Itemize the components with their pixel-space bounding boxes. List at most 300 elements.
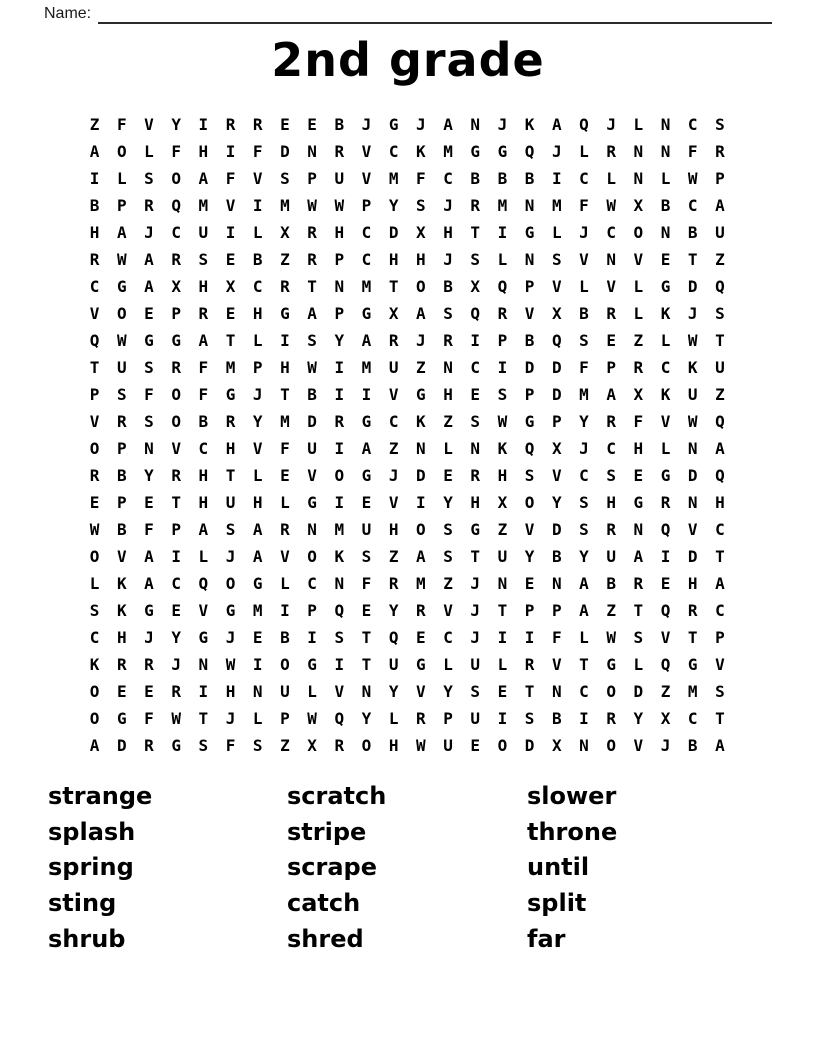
grid-letter: O <box>497 736 508 755</box>
grid-letter: Y <box>633 709 644 728</box>
grid-letter: R <box>470 466 481 485</box>
grid-letter: R <box>660 493 671 512</box>
grid-letter: Q <box>524 439 535 458</box>
grid-letter: K <box>660 385 671 404</box>
grid-letter: I <box>524 628 535 647</box>
grid-letter: P <box>551 601 562 620</box>
grid-letter: U <box>116 358 127 377</box>
grid-letter: B <box>524 331 535 350</box>
grid-letter: F <box>252 142 263 161</box>
grid-letter: P <box>715 628 725 647</box>
grid-letter: F <box>551 628 562 647</box>
word-item: strange <box>48 782 153 810</box>
grid-letter: P <box>116 493 127 512</box>
grid-letter: H <box>116 628 127 647</box>
grid-letter: S <box>579 493 589 512</box>
grid-letter: E <box>416 628 426 647</box>
grid-letter: V <box>551 655 562 674</box>
grid-letter: C <box>388 412 399 431</box>
grid-letter: I <box>334 493 345 512</box>
grid-letter: O <box>606 682 616 701</box>
grid-letter: V <box>660 412 671 431</box>
grid-letter: N <box>334 574 345 593</box>
grid-letter: T <box>687 628 698 647</box>
grid-letter: R <box>334 736 345 755</box>
grid-letter: Z <box>715 385 725 404</box>
grid-letter: X <box>551 304 562 323</box>
grid-letter: D <box>388 223 399 242</box>
grid-letter: T <box>470 547 481 566</box>
grid-letter: N <box>660 142 671 161</box>
grid-letter: F <box>225 736 236 755</box>
grid-letter: M <box>416 574 426 593</box>
grid-letter: F <box>225 169 236 188</box>
grid-letter: L <box>660 169 671 188</box>
grid-letter: E <box>144 493 154 512</box>
grid-letter: F <box>579 196 589 215</box>
grid-letter: V <box>388 385 399 404</box>
grid-letter: O <box>633 223 644 242</box>
grid-letter: T <box>715 547 725 566</box>
grid-letter: Q <box>660 655 671 674</box>
grid-letter: S <box>606 466 616 485</box>
grid-letter: A <box>416 304 426 323</box>
grid-letter: U <box>497 547 508 566</box>
grid-letter: P <box>116 196 127 215</box>
grid-letter: N <box>416 439 426 458</box>
grid-letter: I <box>334 655 345 674</box>
grid-letter: G <box>280 304 290 323</box>
grid-letter: H <box>198 493 209 512</box>
grid-letter: X <box>551 439 562 458</box>
grid-letter: R <box>497 304 508 323</box>
grid-letter: H <box>334 223 345 242</box>
grid-letter: Q <box>171 196 181 215</box>
grid-letter: K <box>116 574 127 593</box>
grid-letter: X <box>633 385 644 404</box>
grid-letter: A <box>307 304 317 323</box>
grid-letter: T <box>280 385 290 404</box>
grid-letter: Z <box>443 574 453 593</box>
grid-letter: I <box>225 142 236 161</box>
grid-letter: H <box>388 520 399 539</box>
grid-letter: I <box>497 223 508 242</box>
grid-letter: S <box>715 304 725 323</box>
grid-letter: A <box>416 547 426 566</box>
grid-letter: S <box>89 601 100 620</box>
grid-letter: S <box>144 358 154 377</box>
grid-letter: N <box>470 439 481 458</box>
grid-letter: R <box>89 466 100 485</box>
word-item: split <box>527 889 587 918</box>
grid-letter: V <box>116 547 127 566</box>
grid-letter: H <box>252 304 263 323</box>
grid-letter: I <box>334 385 345 404</box>
grid-letter: D <box>524 358 535 377</box>
grid-letter: F <box>198 358 209 377</box>
grid-letter: L <box>252 466 263 485</box>
grid-letter: Y <box>171 628 181 647</box>
grid-letter: G <box>497 142 508 161</box>
grid-letter: K <box>416 142 426 161</box>
grid-letter: I <box>497 358 508 377</box>
grid-letter: B <box>687 736 698 755</box>
word-column <box>287 779 386 958</box>
grid-letter: P <box>171 304 181 323</box>
grid-letter: S <box>579 520 589 539</box>
grid-letter: R <box>144 736 154 755</box>
grid-letter: D <box>551 520 562 539</box>
grid-letter: L <box>144 142 154 161</box>
grid-letter: L <box>198 547 209 566</box>
grid-letter: B <box>116 520 127 539</box>
grid-letter: S <box>334 628 345 647</box>
grid-letter: C <box>715 601 725 620</box>
grid-letter: Q <box>334 601 345 620</box>
grid-letter: E <box>660 250 671 269</box>
grid-letter: I <box>579 709 589 728</box>
grid-letter: R <box>443 331 453 350</box>
grid-letter: L <box>633 277 644 296</box>
grid-letter: A <box>579 601 589 620</box>
grid-letter: V <box>361 142 372 161</box>
grid-letter: B <box>443 277 453 296</box>
grid-letter: W <box>606 628 616 647</box>
grid-letter: M <box>198 196 209 215</box>
grid-letter: H <box>198 277 209 296</box>
grid-letter: W <box>307 196 317 215</box>
grid-letter: R <box>116 412 127 431</box>
grid-letter: Q <box>660 601 671 620</box>
grid-letter: G <box>524 412 535 431</box>
grid-letter: O <box>416 277 426 296</box>
grid-letter: K <box>687 358 698 377</box>
grid-letter: L <box>633 115 644 134</box>
grid-letter: P <box>280 709 290 728</box>
grid-letter: G <box>144 331 154 350</box>
grid-letter: W <box>687 169 698 188</box>
grid-letter: A <box>198 520 209 539</box>
grid-letter: E <box>606 331 616 350</box>
name-blank-line <box>98 5 772 24</box>
grid-letter: C <box>89 277 100 296</box>
grid-letter: L <box>633 304 644 323</box>
grid-letter: L <box>443 439 453 458</box>
grid-letter: A <box>606 385 616 404</box>
grid-letter: J <box>470 628 481 647</box>
grid-letter: R <box>280 277 290 296</box>
grid-letter: R <box>606 412 616 431</box>
grid-letter: I <box>280 331 290 350</box>
grid-letter: V <box>280 547 290 566</box>
grid-letter: S <box>497 385 508 404</box>
grid-letter: O <box>416 520 426 539</box>
grid-letter: U <box>470 655 481 674</box>
grid-letter: G <box>660 466 671 485</box>
grid-letter: F <box>171 142 181 161</box>
grid-letter: M <box>361 277 372 296</box>
grid-letter: E <box>171 601 181 620</box>
grid-letter: P <box>252 358 263 377</box>
grid-letter: S <box>361 547 372 566</box>
grid-letter: U <box>361 520 372 539</box>
grid-letter: L <box>660 439 671 458</box>
grid-letter: V <box>715 655 725 674</box>
word-item: throne <box>527 817 618 846</box>
grid-letter: Y <box>252 412 263 431</box>
grid-letter: I <box>497 709 508 728</box>
grid-letter: R <box>252 115 263 134</box>
grid-letter: P <box>307 169 317 188</box>
grid-letter: R <box>144 196 154 215</box>
grid-letter: R <box>715 142 725 161</box>
grid-letter: L <box>633 655 644 674</box>
grid-letter: W <box>334 196 345 215</box>
grid-letter: V <box>579 250 589 269</box>
grid-letter: Y <box>551 493 562 512</box>
grid-letter: V <box>416 682 426 701</box>
grid-letter: X <box>307 736 317 755</box>
grid-letter: A <box>579 574 589 593</box>
grid-letter: A <box>551 115 562 134</box>
grid-letter: V <box>443 601 453 620</box>
grid-letter: M <box>687 682 698 701</box>
grid-letter: L <box>579 628 589 647</box>
grid-letter: C <box>388 142 399 161</box>
grid-letter: W <box>171 709 181 728</box>
grid-letter: V <box>524 520 535 539</box>
grid-letter: R <box>606 142 616 161</box>
grid-letter: N <box>144 439 154 458</box>
grid-letter: T <box>361 628 372 647</box>
grid-letter: Y <box>388 601 399 620</box>
grid-letter: B <box>660 196 671 215</box>
grid-letter: Z <box>660 682 671 701</box>
grid-letter: Z <box>388 439 399 458</box>
grid-letter: K <box>660 304 671 323</box>
grid-letter: R <box>606 520 616 539</box>
grid-letter: I <box>252 655 263 674</box>
grid-letter: T <box>633 601 644 620</box>
grid-letter: V <box>551 466 562 485</box>
grid-letter: N <box>334 277 345 296</box>
grid-letter: S <box>416 196 426 215</box>
grid-letter: C <box>171 574 181 593</box>
grid-letter: J <box>225 547 236 566</box>
grid-letter: E <box>443 466 453 485</box>
grid-letter: Z <box>280 250 290 269</box>
grid-letter: U <box>388 358 399 377</box>
grid-letter: S <box>470 412 481 431</box>
grid-letter: Z <box>715 250 725 269</box>
grid-letter: M <box>579 385 589 404</box>
grid-letter: S <box>443 520 453 539</box>
grid-letter: S <box>307 331 317 350</box>
grid-letter: A <box>252 520 263 539</box>
grid-letter: L <box>388 709 399 728</box>
grid-letter: A <box>116 223 127 242</box>
grid-letter: W <box>687 331 698 350</box>
grid-letter: N <box>551 574 562 593</box>
grid-letter: R <box>225 115 236 134</box>
grid-letter: K <box>416 412 426 431</box>
grid-letter: D <box>687 547 698 566</box>
grid-letter: E <box>470 385 481 404</box>
grid-letter: R <box>171 682 181 701</box>
grid-letter: F <box>579 358 589 377</box>
grid-letter: W <box>497 412 508 431</box>
grid-letter: Q <box>715 412 725 431</box>
grid-letter: R <box>171 250 181 269</box>
grid-letter: D <box>551 358 562 377</box>
grid-letter: R <box>144 655 154 674</box>
grid-letter: G <box>361 466 372 485</box>
grid-letter: E <box>144 682 154 701</box>
grid-letter: P <box>497 331 508 350</box>
grid-letter: V <box>252 439 263 458</box>
grid-letter: S <box>579 331 589 350</box>
grid-letter: S <box>198 250 209 269</box>
grid-letter: S <box>470 250 481 269</box>
word-item: slower <box>527 782 617 810</box>
grid-letter: C <box>687 709 698 728</box>
grid-letter: H <box>280 358 290 377</box>
grid-letter: Z <box>280 736 290 755</box>
grid-letter: P <box>524 385 535 404</box>
grid-letter: V <box>89 304 100 323</box>
grid-letter: S <box>252 736 263 755</box>
grid-letter: J <box>687 304 698 323</box>
grid-letter: C <box>660 358 671 377</box>
grid-letter: H <box>497 466 508 485</box>
grid-letter: H <box>606 493 616 512</box>
grid-letter: F <box>144 385 154 404</box>
grid-letter: A <box>715 439 725 458</box>
grid-letter: M <box>280 196 290 215</box>
grid-letter: L <box>280 574 290 593</box>
grid-letter: U <box>470 709 481 728</box>
grid-letter: V <box>144 115 154 134</box>
grid-letter: H <box>198 142 209 161</box>
grid-letter: N <box>633 169 644 188</box>
grid-letter: X <box>225 277 236 296</box>
grid-letter: V <box>334 682 345 701</box>
grid-letter: Y <box>334 331 345 350</box>
grid-letter: B <box>252 250 263 269</box>
grid-letter: V <box>524 304 535 323</box>
grid-letter: N <box>470 115 481 134</box>
grid-letter: Z <box>388 547 399 566</box>
grid-letter: G <box>171 331 181 350</box>
grid-letter: N <box>252 682 263 701</box>
grid-letter: W <box>225 655 236 674</box>
grid-letter: E <box>361 493 372 512</box>
grid-letter: S <box>144 412 154 431</box>
grid-letter: H <box>443 223 453 242</box>
grid-letter: M <box>252 601 263 620</box>
grid-letter: A <box>443 115 453 134</box>
grid-letter: T <box>198 709 209 728</box>
grid-letter: T <box>687 250 698 269</box>
grid-letter: V <box>551 277 562 296</box>
grid-letter: N <box>551 682 562 701</box>
grid-letter: Z <box>89 115 100 134</box>
grid-letter: U <box>388 655 399 674</box>
grid-letter: M <box>443 142 453 161</box>
grid-letter: U <box>280 682 290 701</box>
grid-letter: I <box>416 493 426 512</box>
grid-letter: C <box>89 628 100 647</box>
grid-letter: L <box>252 709 263 728</box>
grid-letter: V <box>225 196 236 215</box>
grid-letter: C <box>715 520 725 539</box>
name-label: Name: <box>44 5 92 22</box>
grid-letter: O <box>171 412 181 431</box>
grid-letter: H <box>443 385 453 404</box>
grid-letter: T <box>470 223 481 242</box>
grid-letter: I <box>89 169 100 188</box>
grid-letter: G <box>470 520 481 539</box>
grid-letter: B <box>116 466 127 485</box>
grid-letter: E <box>225 250 236 269</box>
grid-letter: C <box>470 358 481 377</box>
grid-letter: R <box>225 412 236 431</box>
grid-letter: X <box>470 277 481 296</box>
grid-letter: P <box>606 358 616 377</box>
grid-letter: G <box>116 709 127 728</box>
grid-letter: V <box>633 250 644 269</box>
grid-letter: O <box>116 142 127 161</box>
grid-letter: M <box>225 358 236 377</box>
grid-letter: E <box>470 736 481 755</box>
grid-letter: Z <box>416 358 426 377</box>
grid-letter: R <box>687 601 698 620</box>
grid-letter: E <box>280 115 290 134</box>
grid-letter: B <box>280 628 290 647</box>
grid-letter: P <box>551 412 562 431</box>
grid-letter: J <box>443 250 453 269</box>
grid-letter: Y <box>171 115 181 134</box>
grid-letter: C <box>252 277 263 296</box>
grid-letter: C <box>361 223 372 242</box>
grid-letter: V <box>252 169 263 188</box>
grid-letter: M <box>334 520 345 539</box>
grid-letter: T <box>307 277 317 296</box>
word-column <box>48 779 152 958</box>
grid-letter: U <box>307 439 317 458</box>
grid-letter: Q <box>198 574 209 593</box>
word-column <box>527 779 617 958</box>
grid-letter: C <box>579 466 589 485</box>
grid-letter: Y <box>388 682 399 701</box>
grid-letter: A <box>144 574 154 593</box>
grid-letter: J <box>388 466 399 485</box>
grid-letter: M <box>280 412 290 431</box>
grid-letter: Q <box>579 115 589 134</box>
grid-letter: X <box>551 736 562 755</box>
grid-letter: C <box>307 574 317 593</box>
grid-letter: L <box>89 574 100 593</box>
grid-letter: C <box>361 250 372 269</box>
grid-letter: T <box>524 682 535 701</box>
grid-letter: U <box>715 358 725 377</box>
grid-letter: O <box>225 574 236 593</box>
grid-letter: R <box>307 250 317 269</box>
grid-letter: B <box>579 304 589 323</box>
grid-letter: V <box>606 277 616 296</box>
grid-letter: W <box>116 250 127 269</box>
grid-letter: U <box>334 169 345 188</box>
